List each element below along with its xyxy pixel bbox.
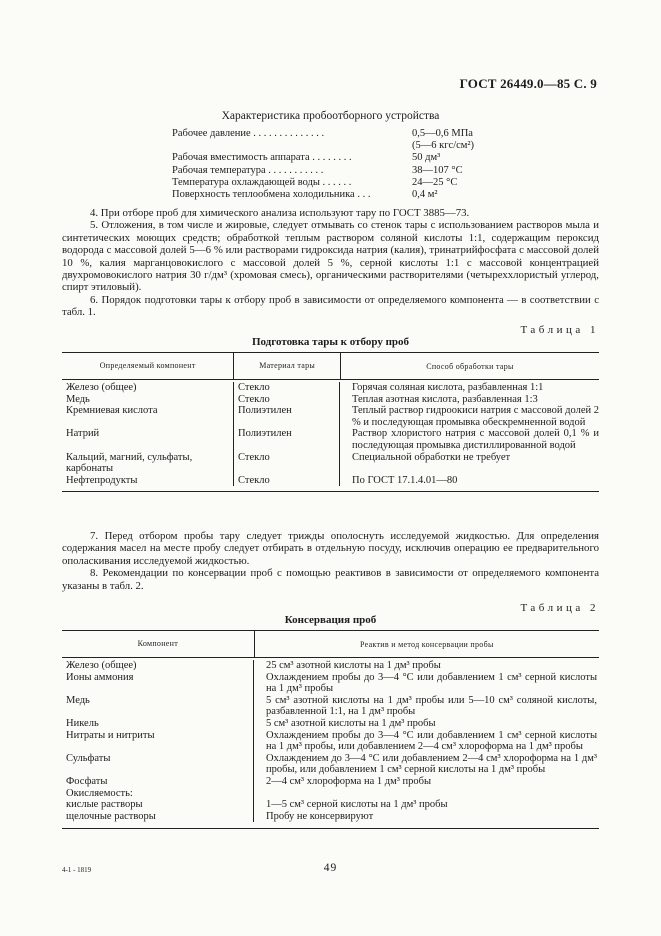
paragraphs-block-1 <box>62 207 599 319</box>
paragraphs-block-2 <box>62 530 599 592</box>
spec-row <box>172 177 502 189</box>
cell-method: Раствор хлористого натрия с массовой долей 0,1 % и последующая промывка дистиллированной водой <box>352 428 599 451</box>
table1-title: Подготовка тары к отбору проб <box>251 336 410 348</box>
table-body <box>62 658 599 829</box>
cell-material: Стекло <box>234 382 340 394</box>
paragraph-6: 6. Порядок подготовки тары к отбору проб в зависимости от определяемого компонента — в соответствии с табл. 1. <box>62 293 599 319</box>
table-row <box>62 405 599 428</box>
cell-method: Охлаждением пробы до 3—4 °С или добавлением 1 см³ серной кислоты на 1 дм³ пробы, или добавлением 2—4 см³ хлороформа на 1 дм³ пробы <box>266 729 597 753</box>
table-row <box>62 788 599 800</box>
table-row <box>62 452 599 475</box>
table-1 <box>62 352 599 492</box>
spec-block <box>172 128 502 201</box>
cell-method: Теплый раствор гидроокиси натрия с массовой долей 2 % и последующая промывка обескремненной водой <box>352 405 600 428</box>
table-row <box>62 382 599 394</box>
cell-component: Нефтепродукты <box>62 475 234 487</box>
cell-component: Ионы аммония <box>62 672 254 695</box>
cell-method: 2—4 см³ хлороформа на 1 дм³ пробы <box>266 775 432 787</box>
paragraph-4: 4. При отборе проб для химического анализа используют тару по ГОСТ 3885—73. <box>90 207 470 219</box>
cell-component: кислые растворы <box>62 799 254 811</box>
table-row <box>62 695 599 718</box>
table-2 <box>62 630 599 829</box>
header-component: Определяемый компонент <box>62 353 234 379</box>
cell-material: Стекло <box>234 475 340 487</box>
cell-component: щелочные растворы <box>62 811 254 823</box>
cell-method: Горячая соляная кислота, разбавленная 1:1 <box>352 382 544 393</box>
spec-row <box>172 189 502 201</box>
table2-title: Консервация проб <box>284 614 377 626</box>
cell-component: Железо (общее) <box>62 660 254 672</box>
spec-value: (5—6 кгс/см²) <box>412 140 475 152</box>
cell-material: Полиэтилен <box>234 405 340 428</box>
cell-component: Кремниевая кислота <box>62 405 234 428</box>
spec-value: 0,4 м² <box>412 188 438 200</box>
table2-number: Таблица 2 <box>520 602 599 614</box>
spec-label: Рабочая вместимость аппарата . . . . . . . . <box>172 152 352 164</box>
spec-label: Температура охлаждающей воды . . . . . . <box>172 176 352 188</box>
table-row <box>62 718 599 730</box>
cell-method: 25 см³ азотной кислоты на 1 дм³ пробы <box>266 660 441 671</box>
cell-component: Нитраты и нитриты <box>62 730 254 753</box>
cell-method: Теплая азотная кислота, разбавленная 1:3 <box>352 393 538 405</box>
table-header <box>62 352 599 380</box>
spec-label <box>172 140 412 152</box>
table-row <box>62 776 599 788</box>
table1-number: Таблица 1 <box>520 324 599 336</box>
table-row <box>62 799 599 811</box>
cell-material: Полиэтилен <box>234 428 340 451</box>
spec-title: Характеристика пробоотборного устройства <box>221 110 440 122</box>
table-header <box>62 630 599 658</box>
header-component: Компонент <box>62 631 255 657</box>
cell-component: Медь <box>62 695 254 718</box>
print-code: 4-1 - 1819 <box>62 866 92 874</box>
paragraph-5: 5. Отложения, в том числе и жировые, следует отмывать со стенок тары с использованием растворов мыла и синтетических моющих средств; обработкой теплым раствором соляной кислоты 1:1, содержащим пероксид водорода с массовой долей 5—6 % или растворами гидроксида натрия (калия), тринатрийфосфата с массовой долей 10 %, калия марганцовокислого с массовой долей 5 %, серной кислоты 1:1 с массовой концентрацией двухромовокислого натрия 30 г/дм³ (хромовая смесь), органическими растворителями (четыреххлористый углерод, спирт этиловый). <box>62 219 599 294</box>
header-method: Реактив и метод консервации пробы <box>359 639 494 649</box>
cell-method: Пробу не консервируют <box>266 810 374 822</box>
spec-label: Поверхность теплообмена холодильника . . . <box>172 188 371 200</box>
cell-method: Охлаждением пробы до 3—4 °С или добавлением 1 см³ серной кислоты на 1 дм³ пробы <box>266 671 597 695</box>
cell-material: Стекло <box>234 394 340 406</box>
table-body <box>62 380 599 492</box>
header-material: Материал тары <box>234 353 341 379</box>
cell-method: 5 см³ азотной кислоты на 1 дм³ пробы <box>266 717 436 729</box>
cell-method: Специальной обработки не требует <box>352 451 511 463</box>
table-row <box>62 475 599 487</box>
table-row <box>62 672 599 695</box>
table-row <box>62 811 599 823</box>
page-header: ГОСТ 26449.0—85 С. 9 <box>459 76 597 91</box>
cell-method: 5 см³ азотной кислоты на 1 дм³ пробы или 5—10 см³ соляной кислоты, разбавленной 1:1, на 1 дм³ пробы <box>266 694 597 718</box>
spec-label: Рабочая температура . . . . . . . . . . . <box>172 164 324 176</box>
cell-method: Охлаждением до 3—4 °С или добавлением 2—4 см³ хлороформа на 1 дм³ пробы, или добавлением 1 см³ серной кислоты на 1 дм³ пробы <box>266 752 597 776</box>
cell-component: Кальций, магний, сульфаты, карбонаты <box>62 452 234 475</box>
header-method: Способ обработки тары <box>426 361 514 371</box>
cell-method: 1—5 см³ серной кислоты на 1 дм³ пробы <box>266 799 448 811</box>
cell-component: Натрий <box>62 428 234 451</box>
spec-row <box>172 140 502 152</box>
spec-value: 24—25 °С <box>412 176 458 188</box>
paragraph-7: 7. Перед отбором пробы тару следует трижды ополоснуть исследуемой жидкостью. Для определения содержания масел на месте пробу следует отбирать в отдельную посуду, исключив операцию ее предварительного ополаскивания исследуемой жидкостью. <box>62 530 599 567</box>
cell-component: Железо (общее) <box>62 382 234 394</box>
table-row <box>62 753 599 776</box>
spec-value: 50 дм³ <box>412 152 441 164</box>
paragraph-8: 8. Рекомендации по консервации проб с помощью реактивов в зависимости от определяемого компонента указаны в табл. 2. <box>62 567 599 592</box>
cell-component: Сульфаты <box>62 753 254 776</box>
cell-component: Никель <box>62 718 254 730</box>
spec-row <box>172 165 502 177</box>
table-row <box>62 730 599 753</box>
spec-value: 0,5—0,6 МПа <box>412 128 473 139</box>
table-row <box>62 660 599 672</box>
cell-component: Фосфаты <box>62 776 254 788</box>
table-row <box>62 394 599 406</box>
cell-component: Окисляемость: <box>62 788 254 800</box>
page-number: 49 <box>323 862 338 874</box>
spec-row <box>172 128 502 140</box>
spec-value: 38—107 °С <box>412 164 463 176</box>
cell-method: По ГОСТ 17.1.4.01—80 <box>352 474 458 486</box>
cell-method <box>254 788 599 800</box>
table-row <box>62 428 599 451</box>
spec-row <box>172 152 502 164</box>
spec-label: Рабочее давление . . . . . . . . . . . . . . <box>172 128 325 139</box>
cell-component: Медь <box>62 394 234 406</box>
cell-material: Стекло <box>234 452 340 475</box>
